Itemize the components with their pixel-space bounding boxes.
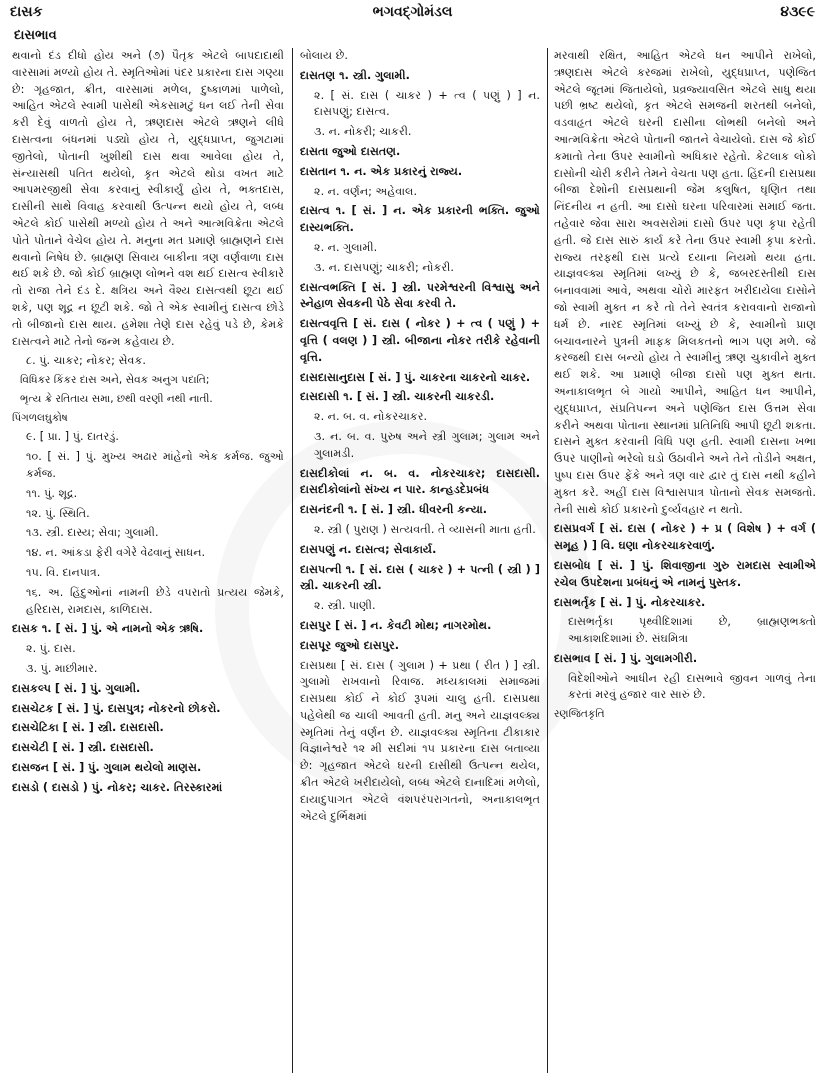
headword-entry: દાસજન [ સં. ] પું. ગુલામ થયેલો માણસ. [12, 760, 202, 774]
headword-entry: દાસડો ( દાસડો ) પું. નોકર; ચાકર. તિરસ્કારમાં [12, 780, 223, 794]
page-header [10, 4, 815, 26]
sense: ૨. સ્ત્રી ( પુરાણ ) સત્યવતી. તે વ્યાસની માતા હતી. [314, 522, 536, 536]
headword-entry: દાસતા જુઓ દાસતણ. [300, 144, 401, 158]
headword-entry: દાસત્વ ૧. [ સં. ] ન. એક પ્રકારની ભક્તિ. જુઓ દાસ્યભક્તિ. [300, 204, 540, 235]
headword-entry: દાસભર્તૃક [ સં. ] પું. નોકરચાકર. [554, 595, 706, 609]
sense: ૧૩. સ્ત્રી. દાસ્ય; સેવા; ગુલામી. [26, 526, 159, 540]
headword-entry: દાસચેટક [ સં. ] પું. દાસપુત્ર; નોકરનો છોકરો. [12, 701, 221, 715]
sense: ૧૫. વિ. દાનપાત્ર. [26, 565, 101, 579]
sense: ૯. [ પ્રા. ] પું. દાતરડું. [26, 430, 119, 444]
sense: ૩. ન. નોકરી; ચાકરી. [314, 125, 412, 139]
headword-entry: દાસપણું ન. દાસત્વ; સેવાકાર્ય. [300, 542, 437, 556]
headword-entry: દાસકલ્પ [ સં. ] પું. ગુલામી. [12, 681, 141, 695]
entry-text: બોલાય છે. [300, 49, 348, 62]
sense: ૨. સ્ત્રી. પાણી. [314, 599, 376, 613]
column-3 [554, 48, 816, 1073]
page-number: ૪૩૯૯ [780, 4, 815, 20]
headword-entry: દાસદાસાનુદાસ [ સં. ] પું. ચાકરના ચાકરનો ચાકર. [300, 370, 531, 384]
quote-source: પિંગળલઘુકોષ [12, 411, 68, 424]
headword-entry: દાસચેટિકા [ સં. ] સ્ત્રી. દાસદાસી. [12, 721, 164, 735]
sense: ૧૦. [ સં. ] પું. મુખ્ય અઢાર માંહેનો એક કર્મજ. જુઓ કર્મજ. [26, 450, 284, 480]
entry-text: મરવાથી રક્ષિત, આહિત એટલે ધન આપીને રાખેલો, ઋણદાસ એટલે કરજમાં રાખેલો, યુદ્ધપ્રાપ્ત, પણેજિત એટલે જૂતમાં જિતાયેલો, પ્રવ્રજ્યાવસિત એટલે સાધુ થયા પછી ભ્રષ્ટ થયેલો, કૃત એટલે સમજની શરતથી બનેલો, વડવાહૃત એટલે ઘરની દાસીના લોભથી બનેલો અને આત્મવિક્રેતા એટલે પોતાની જાતને વેચાયેલો. દાસ જે કોઈ કમાતો તેના ઉપર સ્વામીનો અધિકાર રહેતો. કેટલાક લોકો દાસોની ચોરી કરીને તેમને વેચતા પણ હતા. હિંદની દાસપ્રથા બીજા દેશોની દાસપ્રથાની જેમ કલુષિત, ઘૃણિત તથા નિંદનીય ન હતી. આ દાસો ઘરના પરિવારમાં સમાઈ જતા. તહેવાર જેવા સારા અવસરોમાં દાસો ઉપર પણ કૃપા રહેતી હતી. જે દાસ સારું કાર્ય કરે તેના ઉપર સ્વામી કૃપા કરતો. રાજ્ય તરફથી દાસ પ્રત્યે દયાના નિયમો થયા હતા. યાજ્ઞવલ્ક્ય સ્મૃતિમાં લખ્યું છે કે, જબરદસ્તીથી દાસ બનાવવામાં આવે, અથવા ચોરો મારફત ખરીદાયેલા દાસોને જો સ્વામી મુક્ત ન કરે તો તેને સ્વતંત્ર કરાવવાનો રાજાનો ધર્મ છે. નારદ સ્મૃતિમાં લખ્યું છે કે, સ્વામીનો પ્રાણ બચાવનારને પુત્રની માફક મિલકતનો ભાગ પણ મળે. જે કરજથી દાસ બન્યો હોય તે સ્વામીનું ઋણ ચુકાવીને મુક્ત થઈ શકે. આ પ્રમાણે બીજા દાસો પણ મુક્ત થતા. અનાકાલભૃત બે ગાયો આપીને, આહિત ધન આપીને, યુદ્ધપ્રાપ્ત, સંપ્રતિપન્ન અને પણેજિત દાસ ઉત્તમ સેવા કરીને અથવા પોતાના સ્થાનમાં પ્રતિનિધિ આપી છૂટી શકતા. દાસને મુક્ત કરવાની વિધિ પણ હતી. સ્વામી દાસના ખભા ઉપર પાણીનો ભરેલો ઘડો ઉઠાવીને અને તેને તોડીને અક્ષત, પુષ્પ દાસ ઉપર ફેંકે અને ત્રણ વાર દ્વાર તું દાસ નથી કહીને મુક્ત કરે. અહીં દાસ વિશ્વાસપાત્ર પોતાનો સેવક સમજતો. તેની સાથે કોઈ પ્રકારનો દુર્વ્યવહાર ન થતો. [554, 49, 816, 516]
sense: ૨. ન. ગુલામી. [314, 240, 378, 254]
sense: ૨. [ સં. દાસ ( ચાકર ) + ત્વ ( પણું ) ] ન. દાસપણું; દાસત્વ. [314, 88, 540, 119]
quote-line: ભૃત્ય ક્રે રતિતાય સમા, છથી વરણી નથી નાતી. [20, 392, 213, 405]
sense-8: ૮. પું. ચાકર; નોકર; સેવક. [26, 354, 146, 368]
sense: ૩. પું. માછીમાર. [26, 661, 98, 675]
first-guide-word: દાસક [10, 4, 43, 20]
headword-entry: દાસભાવ [ સં. ] પું. ગુલામગીરી. [554, 651, 698, 665]
column-divider [292, 48, 293, 1073]
sense: ૧૨. પું. સ્થિતિ. [26, 506, 90, 520]
headword-entry: દાસપત્ની ૧. [ સં. દાસ ( ચાકર ) + પત્ની ( સ્ત્રી ) ] સ્ત્રી. ચાકરની સ્ત્રી. [300, 562, 540, 593]
headword-entry: દાસતણ ૧. સ્ત્રી. ગુલામી. [300, 68, 410, 82]
headword-entry: દાસપુર [ સં. ] ન. કેવટી મોથ; નાગરમોથ. [300, 618, 492, 632]
headword-entry: દાસપ્રવર્ગ [ સં. દાસ ( નોકર ) + પ્ર ( વિશેષ ) + વર્ગ ( સમૂહ ) ] વિ. ઘણા નોકરચાકરવાળું. [554, 522, 816, 553]
column-divider [547, 48, 548, 1073]
headword-entry: દાસનંદની ૧. [ સં. ] સ્ત્રી. ધીવરની કન્યા. [300, 503, 488, 517]
headword-entry: દાસદીકોલાં ન. બ. વ. નોકરચાકર; દાસદાસી. દાસદીકોલાંનો સંખ્ય ન પાર. કાન્હડદેપ્રબંધ [300, 466, 540, 497]
headword-entry: દાસચેટી [ સં. ] સ્ત્રી. દાસદાસી. [12, 741, 154, 755]
quote-source: રણજિતકૃતિ [554, 708, 605, 721]
headword-entry: દાસતાન ૧. ન. એક પ્રકારનું રાજ્ય. [300, 164, 463, 178]
headword-entry: દાસત્વવૃત્તિ [ સં. દાસ ( નોકર ) + ત્વ ( પણું ) + વૃત્તિ ( વલણ ) ] સ્ત્રી. બીજાના નોકર તરીકે રહેવાની વૃત્તિ. [300, 317, 540, 364]
quote-line: વિધિકર કિંકર દાસ અને, સેવક અનુગ પદાતિ; [20, 374, 210, 387]
entry-text: થવાનો દંડ દીધો હોય અને (૭) પૈતૃક એટલે બાપદાદાથી વારસામાં મળ્યો હોય તે. સ્મૃતિઓમાં પંદર પ્રકારના દાસ ગણ્યા છે: ગૃહજાત, ક્રીત, વારસામાં મળેલ, દુષ્કાળમાં પાળેલો, આહિત એટલે સ્વામી પાસેથી એકસામટું ધન લઈ તેની સેવા કરી દેવું વાળતો હોય તે, ઋણદાસ એટલે ઋણને લીધે દાસત્વના બંધનમાં પડ્યો હોય તે, યુદ્ધપ્રાપ્ત, જુગટામાં જીતેલો, પોતાની ખુશીથી દાસ થવા આવેલા હોય તે, સંન્યાસથી પતિત થયેલો, કૃત એટલે થોડા વખત માટે આપમરજીથી સેવા કરવાનું સ્વીકાર્યું હોય તે, ભક્તદાસ, દાસીની સાથે વિવાહ કરવાથી ઉત્પન્ન થયો હોય તે, લબ્ધ એટલે કોઈ પાસેથી મળ્યો હોય તે અને આત્મવિક્રેતા એટલે પોતે પોતાને વેચેલ હોય તે. મનુના મત પ્રમાણે બ્રાહ્મણને દાસ થવાનો નિષેધ છે. બ્રાહ્મણ સિવાય બાકીના ત્રણ વર્ણવાળા દાસ થઈ શકે છે. જો કોઈ બ્રાહ્મણ લોભને વશ થઈ દાસત્વ સ્વીકારે તો રાજા તેને દંડ દે. ક્ષત્રિય અને વૈશ્ય દાસત્વથી છૂટા થઈ શકે, પણ શૂદ્ર ન છૂટી શકે. જો તે એક સ્વામીનું દાસત્વ છોડે તો બીજાનો દાસ થાય. હમેશા તેણે દાસ રહેવું પડે છે, કેમકે દાસત્વને માટે તેનો જન્મ કહેવાય છે. [12, 49, 284, 348]
sense: ૩. ન. બ. વ. પુરુષ અને સ્ત્રી ગુલામ; ગુલામ અને ગુલામડી. [314, 429, 540, 460]
usage-example: દાસભર્તૃકા પૃથ્વીદિશામાં છે, બ્રાહ્મણભક્તો આકાશદિશામાં છે. સંઘમિત્રા [568, 615, 816, 646]
sense: ૩. ન. દાસપણું; ચાકરી; નોકરી. [314, 260, 454, 274]
headword-entry: દાસબોધ [ સં. ] પું. શિવાજીના ગુરુ રામદાસ સ્વામીએ રચેલ ઉપદેશના પ્રબંધનું એ નામનું પુસ્તક. [554, 558, 816, 589]
column-2 [300, 48, 540, 1073]
sense: ૧૪. ન. આંકડા ફેરી વગેરે વેઢવાનું સાધન. [26, 546, 206, 560]
sense: ૧૬. અ. હિંદુઓનાં નામની છેડે વપરાતો પ્રત્યય જેમકે, હરિદાસ, રામદાસ, કાળિદાસ. [26, 585, 284, 616]
sense: ૧૧. પું. શૂદ્ર. [26, 486, 78, 500]
headword-entry: દાસક ૧. [ સં. ] પું. એ નામનો એક ઋષિ. [12, 622, 204, 636]
book-title: ભગવદ્ગોમંડલ [372, 4, 453, 20]
column-1 [12, 48, 284, 1073]
sense: ૨. ન. બ. વ. નોકરચાકર. [314, 410, 428, 424]
headword-entry: દાસદાસી ૧. [ સં. ] સ્ત્રી. ચાકરની ચાકરડી. [300, 390, 495, 404]
usage-example: વિદેશીઓને આધીન રહી દાસભાવે જીવન ગાળવું તેના કરતાં મરવું હજાર વાર સારું છે. [568, 671, 816, 702]
sense: ૨. ન. વર્ણન; અહેવાલ. [314, 184, 417, 198]
sense: ૨. પું. દાસ. [26, 642, 76, 656]
headword-entry: દાસત્વભક્તિ [ સં. ] સ્ત્રી. પરમેશ્વરની વિશ્વાસુ અને સ્નેહાળ સેવકની પેઠે સેવા કરવી તે. [300, 280, 540, 311]
last-guide-word: દાસભાવ [14, 28, 57, 43]
headword-entry: દાસપૂર જુઓ દાસપુર. [300, 638, 400, 652]
headword-entry: દાસપ્રથા [ સં. દાસ ( ગુલામ ) + પ્રથા ( રીત ) ] સ્ત્રી. ગુલામો રાખવાનો રિવાજ. મધ્યકાલમાં સમાજમાં દાસપ્રથા કોઈ ને કોઈ રૂપમાં ચાલુ હતી. દાસપ્રથા પહેલેથી જ ચાલી આવતી હતી. મનુ અને યાજ્ઞવલ્ક્ય સ્મૃતિમાં તેનું વર્ણન છે. યાજ્ઞવલ્ક્ય સ્મૃતિના ટીકાકાર વિજ્ઞાનેશ્વરે ૧૨ મી સદીમાં ૧૫ પ્રકારના દાસ બતાવ્યા છે: ગૃહજાત એટલે ઘરની દાસીથી ઉત્પન્ન થયેલ, ક્રીત એટલે ખરીદાયેલો, લબ્ધ એટલે દાનાદિમાં મળેલો, દાયાદુપાગત એટલે વંશપરંપરાગતનો, અનાકાલભૃત એટલે દુર્ભિક્ષમાં [300, 658, 540, 823]
